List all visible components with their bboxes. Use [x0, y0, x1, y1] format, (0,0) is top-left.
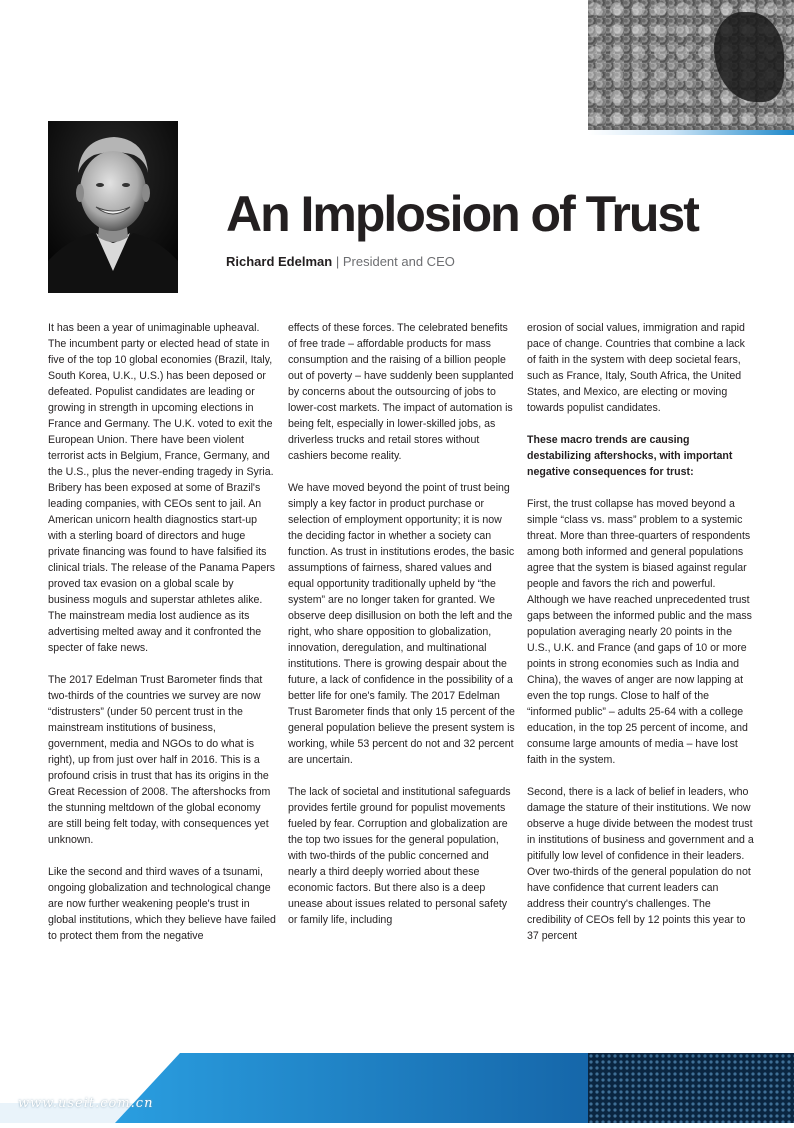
author-role: President and CEO — [342, 254, 455, 269]
paragraph: We have moved beyond the point of trust being simply a key factor in product purchase or selection of employment opportunity; it is now the deciding factor in whether a society can function. As trust in institutions erodes, the basic assumptions of fairness, shared values and equal opportunity traditionally upheld by “the system” are no longer taken for granted. We observe deep disillusion on both the left and the right, who share opposition to globalization, innovation, deregulation, and multinational institutions. There is growing despair about the future, a lack of confidence in the possibility of a better life for one's family. The 2017 Edelman Trust Barometer finds that only 15 percent of the general population believe the present system is working, while 53 percent do not and 32 percent are uncertain. — [288, 482, 515, 766]
footer-graphic — [0, 1053, 794, 1123]
author-name: Richard Edelman — [226, 254, 333, 269]
paragraph: Like the second and third waves of a tsunami, ongoing globalization and technological change are now further weakening people's trust in global institutions, which they believe have failed to protect them from the negative — [48, 866, 276, 942]
article-title: An Implosion of Trust — [226, 186, 698, 242]
paragraph: Second, there is a lack of belief in leaders, who damage the stature of their institutions. We now observe a huge divide between the modest trust in institutions of business and government and a pitifully low level of confidence in their leaders. Over two-thirds of the general population do not have confidence that current leaders can address their country's challenges. The credibility of CEOs fell by 12 points this year to 37 percent — [527, 786, 754, 942]
byline — [226, 254, 455, 270]
author-portrait — [48, 121, 178, 293]
paragraph: The lack of societal and institutional safeguards provides fertile ground for populist movements fueled by fear. Corruption and globalization are the top two issues for the general population, with two-thirds of the public concerned and nearly a third deeply worried about these economic factors. But there also is a deep unease about issues related to personal safety or family life, including — [288, 786, 511, 926]
texture-shadow — [714, 12, 784, 102]
body-column-1 — [48, 320, 276, 960]
watermark: www.useit.com.cn — [18, 1096, 154, 1111]
body-column-2 — [288, 320, 516, 944]
paragraph: The 2017 Edelman Trust Barometer finds that two-thirds of the countries we survey are now “distrusters” (under 50 percent trust in the mainstream institutions of business, government, media and NGOs to do what is right), up from just over half in 2016. This is a profound crisis in trust that has its origins in the Great Recession of 2008. The aftershocks from the stunning meltdown of the global economy are still being felt today, with consequences yet unknown. — [48, 674, 271, 846]
lead-in-paragraph: These macro trends are causing destabilizing aftershocks, with important negative consequences for trust: — [527, 434, 733, 478]
portrait-illustration — [48, 121, 178, 293]
paragraph: effects of these forces. The celebrated benefits of free trade – affordable products for mass consumption and the raising of a billion people out of poverty – have suddenly been supplanted by concerns about the outsourcing of jobs to lower-cost markets. The impact of automation is being felt, especially in lower-skilled jobs, as driverless trucks and retail stores without cashiers become reality. — [288, 322, 514, 462]
footer-band — [0, 1053, 794, 1123]
paragraph: It has been a year of unimaginable upheaval. The incumbent party or elected head of state in five of the top 10 global economies (Brazil, Italy, South Korea, U.K., U.S.) has been deposed or defeated. Populist candidates are leading or growing in strength in upcoming elections in France and Germany. The U.K. voted to exit the European Union. There have been violent terrorist acts in Belgium, France, Germany, and the U.S., plus the never-ending tragedy in Syria. Bribery has been exposed at some of Brazil's leading companies, with CEOs sent to jail. An American unicorn health diagnostics start-up with a sterling board of directors and huge private financing was found to have falsified its clinical trials. The release of the Panama Papers proved tax evasion on a global scale by business moguls and superstar athletes alike. The mainstream media lost audience as its advertising melted away and it confronted the specter of fake news. — [48, 322, 276, 654]
header-texture-image — [588, 0, 794, 130]
accent-strip — [588, 130, 794, 135]
paragraph: First, the trust collapse has moved beyond a simple “class vs. mass” problem to a systemic threat. More than three-quarters of respondents among both informed and general populations agree that the system is biased against regular people and favors the rich and powerful. Although we have reached unprecedented trust gaps between the informed public and the mass population averaging nearly 20 points in the U.S., U.K. and France (and gaps of 10 or more points in strong economies such as India and China), the waves of anger are now lapping at even the top rungs. Close to half of the “informed public” – adults 25-64 with a college education, in the top 25 percent of income, and consume large amounts of media – have lost faith in the system. — [527, 498, 752, 766]
paragraph: erosion of social values, immigration and rapid pace of change. Countries that combine a lack of faith in the system with deep societal fears, such as France, Italy, South Africa, the United States, and Mexico, are electing or moving towards populist candidates. — [527, 322, 745, 414]
body-column-3 — [527, 320, 755, 960]
byline-separator: | — [335, 254, 340, 269]
